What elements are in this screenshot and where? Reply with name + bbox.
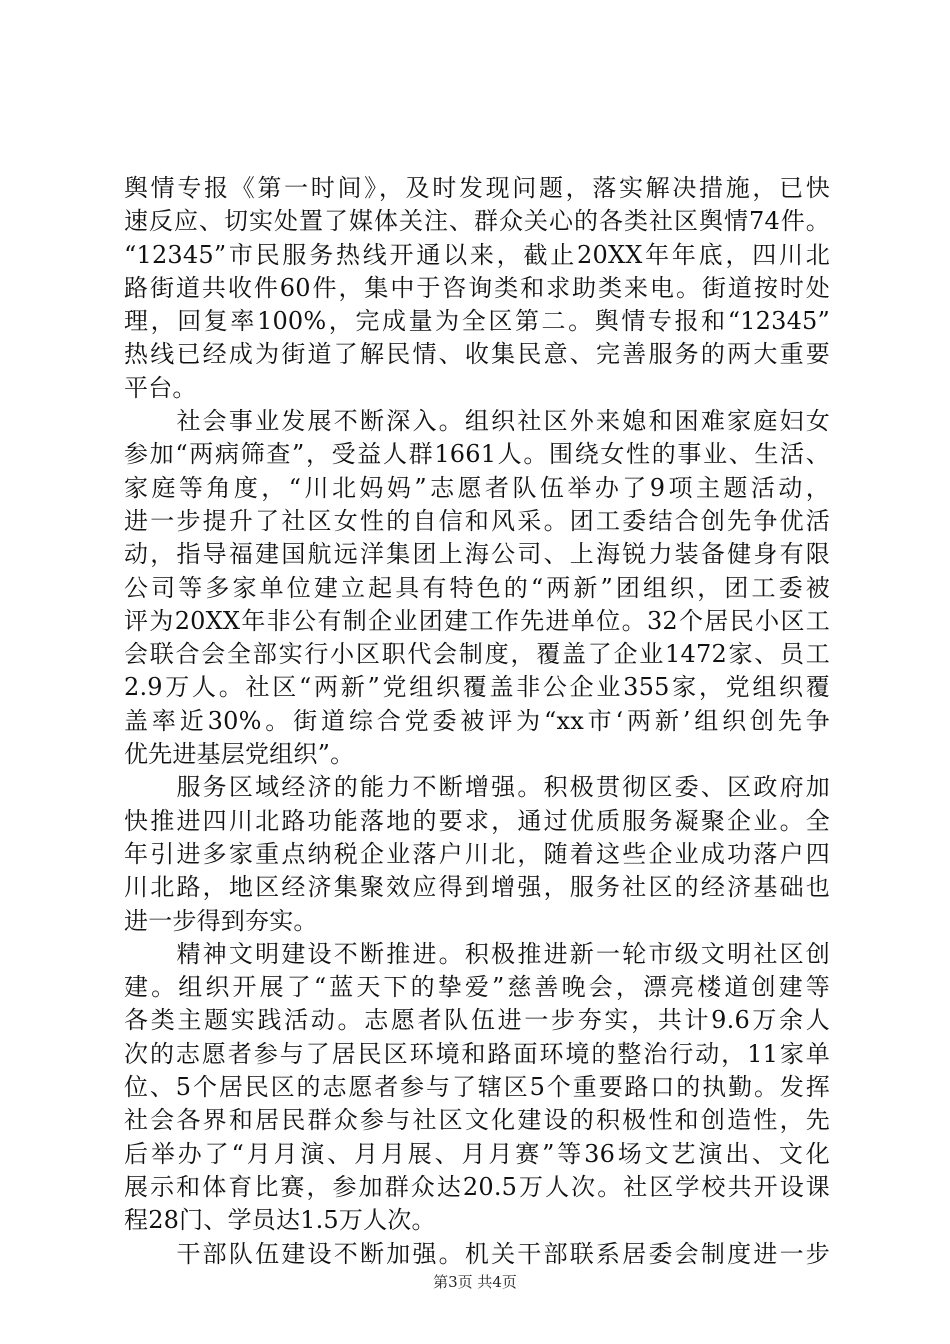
text-line: 后举办了“月月演、月月展、月月赛”等36场文艺演出、文化 [124,1139,830,1168]
text-line: 平台。 [124,373,197,402]
text-line: 理，回复率100%，完成量为全区第二。舆情专报和“12345” [124,307,830,336]
text-line: 位、5个居民区的志愿者参与了辖区5个重要路口的执勤。发挥 [124,1073,830,1102]
text-line: 评为20XX年非公有制企业团建工作先进单位。32个居民小区工 [124,606,830,635]
text-line: 建。组织开展了“蓝天下的挚爱”慈善晚会，漂亮楼道创建等 [124,973,830,1002]
text-line: 次的志愿者参与了居民区环境和路面环境的整治行动，11家单 [124,1039,830,1068]
text-line: 展示和体育比赛，参加群众达20.5万人次。社区学校共开设课 [124,1172,830,1201]
text-line: 动，指导福建国航远洋集团上海公司、上海锐力装备健身有限 [124,540,830,569]
text-line: 程28门、学员达1.5万人次。 [124,1206,436,1235]
text-line: 年引进多家重点纳税企业落户川北，随着这些企业成功落户四 [124,839,830,868]
text-line: 路街道共收件60件，集中于咨询类和求助类来电。街道按时处 [124,273,830,302]
text-line: 精神文明建设不断推进。积极推进新一轮市级文明社区创 [124,939,830,968]
text-line: 各类主题实践活动。志愿者队伍进一步夯实，共计9.6万余人 [124,1006,830,1035]
page-footer: 第3页 共4页 [433,1273,517,1291]
text-line: 2.9万人。社区“两新”党组织覆盖非公企业355家，党组织覆 [124,673,830,702]
text-line: 快推进四川北路功能落地的要求，通过优质服务凝聚企业。全 [124,806,830,835]
text-line: 盖率近30%。街道综合党委被评为“xx市‘两新’组织创先争 [124,706,830,735]
text-line: 社会各界和居民群众参与社区文化建设的积极性和创造性，先 [124,1106,830,1135]
text-line: 服务区域经济的能力不断增强。积极贯彻区委、区政府加 [124,773,830,802]
text-line: 干部队伍建设不断加强。机关干部联系居委会制度进一步 [124,1239,830,1268]
text-line: 优先进基层党组织”。 [124,740,355,769]
text-line: 速反应、切实处置了媒体关注、群众关心的各类社区舆情74件。 [124,207,830,236]
document-body [124,172,830,1271]
text-line: 社会事业发展不断深入。组织社区外来媳和困难家庭妇女 [124,407,830,436]
text-line: 进一步提升了社区女性的自信和风采。团工委结合创先争优活 [124,506,830,535]
text-line: “12345”市民服务热线开通以来，截止20XX年年底，四川北 [124,240,830,269]
text-line: 参加“两病筛查”，受益人群1661人。围绕女性的事业、生活、 [124,440,830,469]
text-line: 川北路，地区经济集聚效应得到增强，服务社区的经济基础也 [124,873,830,902]
text-line: 进一步得到夯实。 [124,906,318,935]
text-line: 舆情专报《第一时间》，及时发现问题，落实解决措施，已快 [124,174,830,202]
text-line: 家庭等角度，“川北妈妈”志愿者队伍举办了9项主题活动， [124,473,830,502]
text-line: 会联合会全部实行小区职代会制度，覆盖了企业1472家、员工 [124,640,830,669]
text-line: 公司等多家单位建立起具有特色的“两新”团组织，团工委被 [124,573,830,602]
text-line: 热线已经成为街道了解民情、收集民意、完善服务的两大重要 [124,340,830,369]
